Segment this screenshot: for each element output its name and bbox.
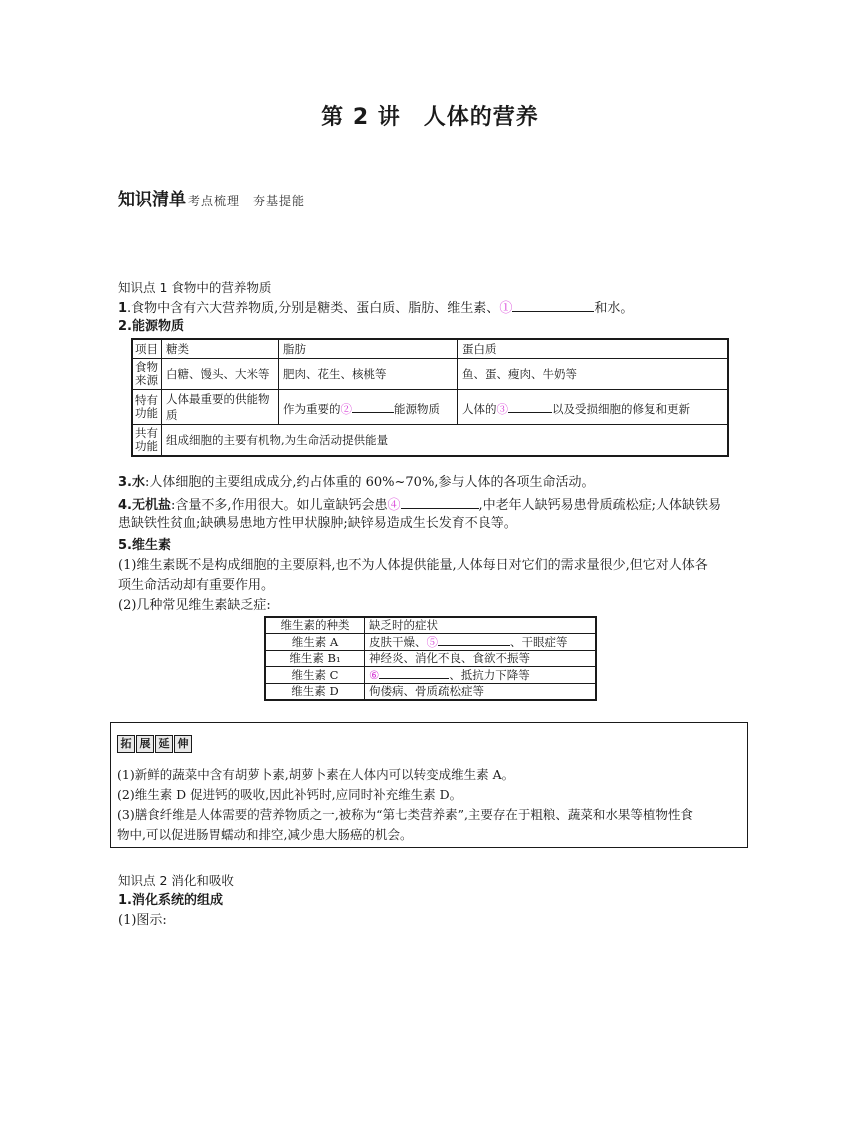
badge-char: 拓	[117, 735, 135, 753]
blank-marker-4: ④	[387, 498, 401, 513]
section-subtitle: 考点梳理 夯基提能	[188, 194, 306, 208]
blank-marker-2: ②	[340, 401, 352, 416]
table-header-cell: 蛋白质	[458, 339, 729, 359]
extension-box	[110, 722, 748, 848]
kp1-item-2-heading: 2.能源物质	[118, 319, 184, 334]
table-cell: 白糖、馒头、大米等	[162, 359, 279, 390]
kp1-item-5-p1-cont: 项生命活动却有重要作用。	[118, 578, 275, 593]
table-row	[265, 684, 596, 701]
vitamin-name: 维生素 D	[265, 684, 365, 701]
table-cell: 组成细胞的主要有机物,为生命活动提供能量	[162, 425, 729, 456]
cell-text: 能源物质	[394, 401, 440, 416]
table-header-cell: 糖类	[162, 339, 279, 359]
fill-blank	[352, 398, 394, 413]
cell-text: 、抵抗力下降等	[449, 668, 530, 682]
table-row	[132, 359, 728, 390]
kp2-item-1-p1: (1)图示:	[118, 913, 167, 928]
vitamin-symptom: 佝偻病、骨质疏松症等	[365, 684, 597, 701]
knowledge-point-2-heading: 知识点 2 消化和吸收	[118, 873, 234, 888]
item-text: :含量不多,作用很大。如儿童缺钙会患	[170, 498, 388, 513]
item-text-tail: 和水。	[594, 301, 634, 316]
table-row	[265, 651, 596, 667]
table-header-row	[132, 339, 728, 359]
table-cell	[458, 390, 729, 425]
extension-p1: (1)新鲜的蔬菜中含有胡萝卜素,胡萝卜素在人体内可以转变成维生素 A。	[117, 767, 515, 782]
knowledge-point-1-heading: 知识点 1 食物中的营养物质	[118, 280, 272, 295]
energy-substance-table	[131, 338, 729, 457]
kp2-item-1-heading: 1.消化系统的组成	[118, 893, 223, 908]
fill-blank	[379, 667, 449, 679]
table-header-cell: 维生素的种类	[265, 617, 365, 634]
table-cell: 肥肉、花生、核桃等	[279, 359, 458, 390]
cell-text: 皮肤干燥、	[369, 635, 427, 649]
table-header-cell: 缺乏时的症状	[365, 617, 597, 634]
extension-badge	[117, 735, 192, 753]
page-title: 第 2 讲 人体的营养	[321, 105, 539, 130]
table-row	[265, 634, 596, 651]
item-text: ,中老年人缺钙易患骨质疏松症;人体缺铁易	[478, 498, 722, 513]
kp1-item-4	[118, 494, 748, 516]
table-header-cell: 脂肪	[279, 339, 458, 359]
kp1-item-4-cont: 患缺铁性贫血;缺碘易患地方性甲状腺肿;缺锌易造成生长发育不良等。	[118, 516, 517, 531]
item-number: 1	[118, 301, 128, 316]
table-cell: 人体最重要的供能物质	[162, 390, 279, 425]
fill-blank	[512, 297, 594, 312]
extension-p3-cont: 物中,可以促进肠胃蠕动和排空,减少患大肠癌的机会。	[117, 827, 413, 842]
badge-char: 伸	[174, 735, 192, 753]
vitamin-symptom	[365, 667, 597, 684]
blank-marker-6: ⑥	[369, 668, 380, 682]
table-row	[132, 390, 728, 425]
fill-blank	[508, 398, 552, 413]
blank-marker-1: ①	[499, 301, 513, 316]
kp1-item-1	[118, 297, 748, 319]
kp1-item-5-p1: (1)维生素既不是构成细胞的主要原料,也不为人体提供能量,人体每日对它们的需求量很少,但它对人体各	[118, 558, 708, 573]
kp1-item-5-heading: 5.维生素	[118, 538, 171, 553]
vitamin-name: 维生素 C	[265, 667, 365, 684]
blank-marker-3: ③	[496, 401, 508, 416]
row-label: 共有功能	[132, 425, 162, 456]
cell-text: 、干眼症等	[510, 635, 568, 649]
vitamin-symptom: 神经炎、消化不良、食欲不振等	[365, 651, 597, 667]
kp1-item-3	[118, 473, 748, 493]
vitamin-symptom	[365, 634, 597, 651]
cell-text: 人体的	[462, 401, 497, 416]
section-header	[118, 185, 305, 210]
table-header-cell: 项目	[132, 339, 162, 359]
cell-text: 作为重要的	[283, 401, 341, 416]
table-row	[265, 667, 596, 684]
blank-marker-5: ⑤	[426, 635, 438, 649]
extension-p3: (3)膳食纤维是人体需要的营养物质之一,被称为“第七类营养素”,主要存在于粗粮、蔬菜和水果等植物性食	[117, 807, 693, 822]
vitamin-table	[264, 616, 597, 701]
table-cell: 鱼、蛋、瘦肉、牛奶等	[458, 359, 729, 390]
vitamin-name: 维生素 B₁	[265, 651, 365, 667]
row-label: 特有功能	[132, 390, 162, 425]
row-label: 食物来源	[132, 359, 162, 390]
table-row	[132, 425, 728, 456]
table-cell	[279, 390, 458, 425]
item-label: 4.无机盐	[118, 498, 171, 513]
item-text: :人体细胞的主要组成成分,约占体重的 60%~70%,参与人体的各项生命活动。	[144, 475, 595, 490]
extension-p2: (2)维生素 D 促进钙的吸收,因此补钙时,应同时补充维生素 D。	[117, 787, 463, 802]
kp1-item-5-p2: (2)几种常见维生素缺乏症:	[118, 598, 271, 613]
item-text: .食物中含有六大营养物质,分别是糖类、蛋白质、脂肪、维生素、	[127, 301, 500, 316]
fill-blank	[438, 634, 510, 646]
badge-char: 展	[136, 735, 154, 753]
item-label: 3.水	[118, 475, 145, 490]
fill-blank	[401, 494, 479, 509]
table-header-row	[265, 617, 596, 634]
vitamin-name: 维生素 A	[265, 634, 365, 651]
badge-char: 延	[155, 735, 173, 753]
section-main-title: 知识清单	[118, 190, 186, 210]
cell-text: 以及受损细胞的修复和更新	[552, 401, 690, 416]
